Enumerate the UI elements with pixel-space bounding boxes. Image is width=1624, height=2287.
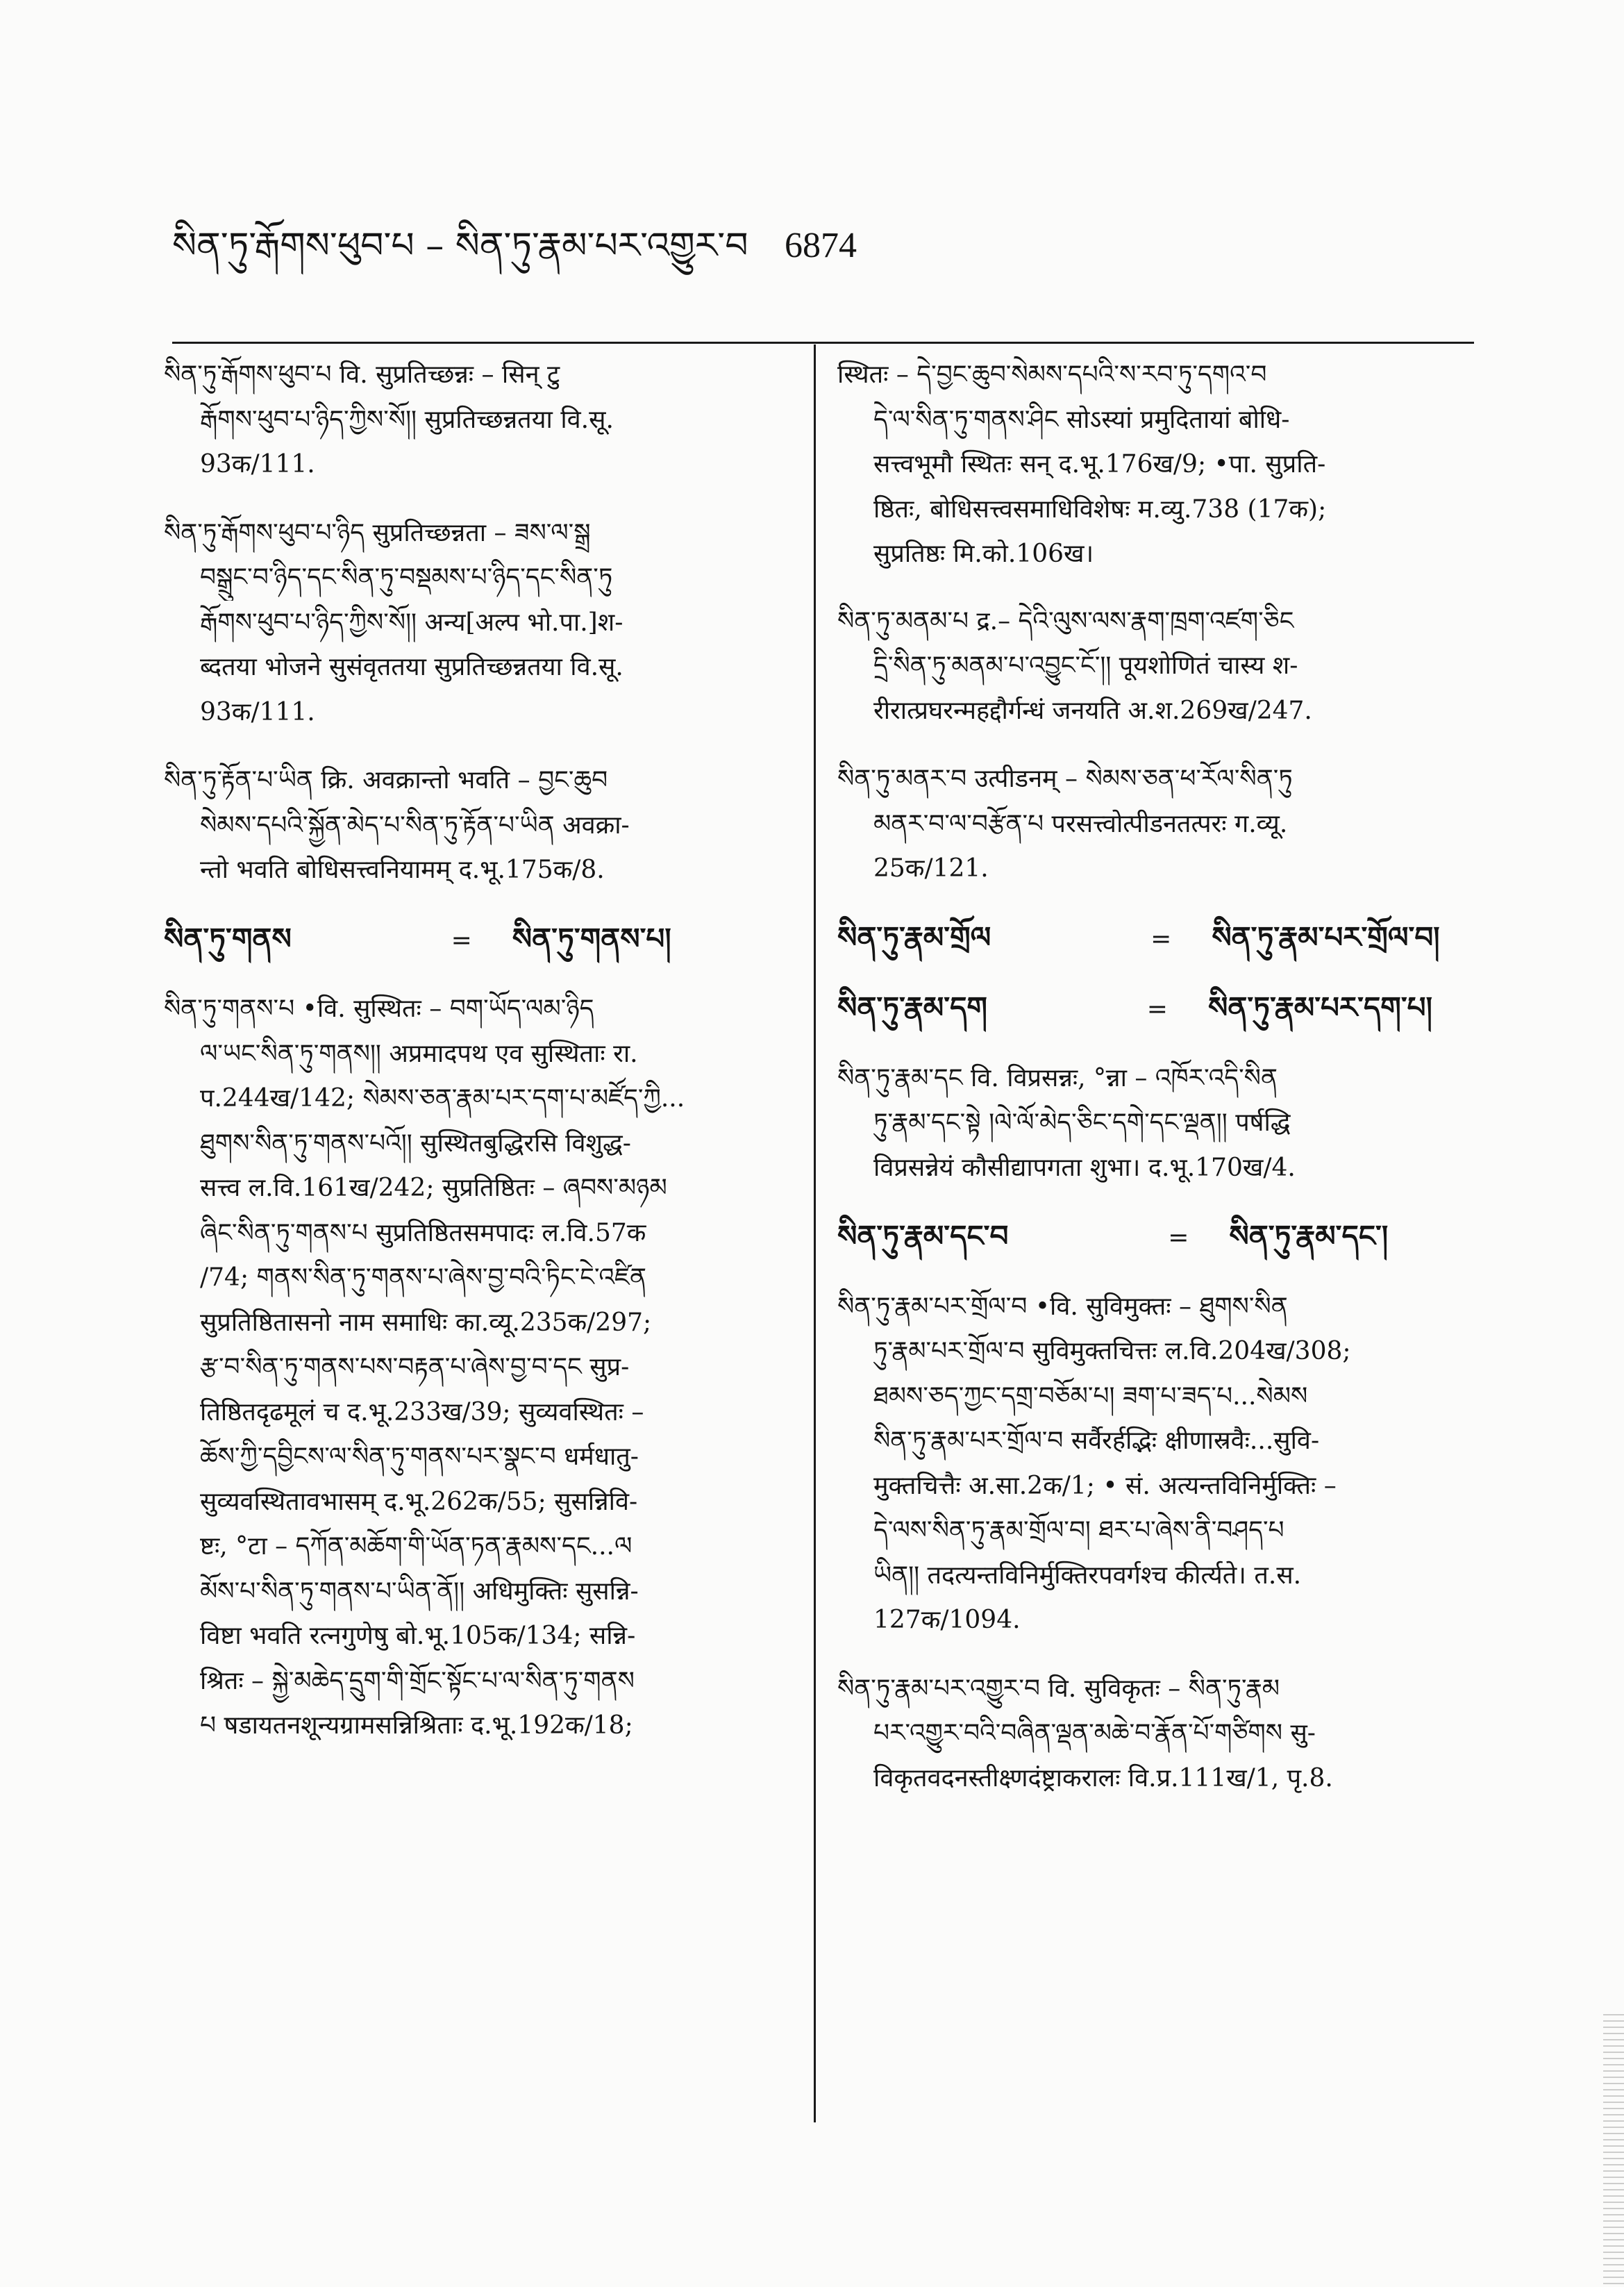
page-header <box>172 221 1491 297</box>
entry-line: विष्टा भवति रत्नगुणेषु बो.भू.105क/134; सन्नि- <box>200 1622 636 1650</box>
dictionary-entry <box>164 758 797 893</box>
equals-sign: = <box>1168 1224 1189 1252</box>
header-rule <box>172 342 1474 344</box>
entry-headword: སིན་ཏུ་རྣམ་དང་བ <box>837 1219 1009 1253</box>
entry-line: ལ་ཡང་སིན་ཏུ་གནས།། अप्रमादपथ एव सुस्थिताः रा. <box>200 1039 638 1068</box>
entry-line: དྲི་སིན་ཏུ་མནམ་པ་འབྱུང་ངོ་།། पूयशोणितं चास्य श- <box>873 651 1298 680</box>
cross-reference-entry <box>837 915 1475 963</box>
entry-line: ཞིང་སིན་ཏུ་གནས་པ सुप्रतिष्ठितसमपादः ल.वि.57क <box>200 1218 646 1247</box>
entry-line: विप्रसन्नेयं कौसीद्यापगता शुभा। द.भू.170ख/4. <box>873 1153 1296 1182</box>
equals-sign: = <box>1150 924 1172 954</box>
cross-reference-entry <box>837 1214 1475 1261</box>
entry-line: सुप्रतिष्ठितासनो नाम समाधिः का.व्यू.235क/297; <box>200 1308 652 1337</box>
entry-line: विकृतवदनस्तीक्ष्णदंष्ट्राकरालः वि.प्र.111ख/1, पृ.8. <box>873 1763 1333 1793</box>
cross-reference-line <box>837 1214 1475 1261</box>
page-number: 6874 <box>785 226 857 265</box>
entry-line: 93क/111. <box>200 697 315 726</box>
entry-line: རྒོགས་ཕུབ་པ་ཉིད་ཀྱིས་སོ།། सुप्रतिच्छन्नतया वि.सू. <box>200 405 614 434</box>
entry-line: ब्दतया भोजने सुसंवृततया सुप्रतिच्छन्नतया वि.सू. <box>200 653 623 681</box>
entry-line: न्तो भवति बोधिसत्त्वनियामम् द.भू.175क/8. <box>200 856 605 884</box>
dictionary-entry <box>837 599 1475 734</box>
entry-line: ཐམས་ཅད་ཀྱང་དགྲ་བཅོམ་པ། ཟག་པ་ཟད་པ...སེམས <box>873 1381 1308 1411</box>
left-column <box>164 353 797 1772</box>
column-divider <box>814 344 816 2122</box>
entry-line: सुप्रतिष्ठः मि.को.106ख। <box>873 540 1094 568</box>
cross-reference-target: སིན་ཏུ་རྣམ་པར་གྲོལ་བ། <box>1212 920 1440 954</box>
scan-edge-noise <box>1603 2014 1624 2287</box>
entry-line: सुव्यवस्थितावभासम् द.भू.262क/55; सुसन्निवि- <box>200 1487 638 1516</box>
entry-line: དེ་ལ་སིན་ཏུ་གནས་ཤིང सोऽस्यां प्रमुदितायां बोधि- <box>873 405 1290 434</box>
entry-first-line: སིན་ཏུ་མནར་བ उत्पीडनम् – སེམས་ཅན་ཕ་རོལ་སིན་ཏུ <box>837 765 1293 793</box>
entry-line: सत्त्वभूमौ स्थितः सन् द.भू.176ख/9; •पा. सुप्रति- <box>873 450 1326 479</box>
entry-line: སེམས་དཔའི་སྐྱོན་མེད་པ་སིན་ཏུ་རྟོན་པ་ཡིན अवक्रा- <box>200 810 630 840</box>
entry-line: ཏུ་རྣམ་པར་གྲོལ་བ सुविमुक्तचित्तः ल.वि.204ख/308; <box>873 1337 1351 1365</box>
cross-reference-entry <box>837 986 1475 1033</box>
cross-reference-line <box>837 915 1475 963</box>
equals-sign: = <box>1146 995 1168 1024</box>
entry-first-line: སིན་ཏུ་རྣམ་པར་འགྱུར་བ वि. सुविकृतः – སིན་ཏུ་རྣམ <box>837 1674 1280 1703</box>
cross-reference-target: སིན་ཏུ་རྣམ་དང་། <box>1229 1219 1389 1253</box>
entry-first-line: སིན་ཏུ་རྟོན་པ་ཡིན क्रि. अवक्रान्तो भवति – བྱང་ཆུབ <box>164 766 608 795</box>
entry-line: श्रितः – སྐྱེ་མཆེད་དྲུག་གི་གྲོང་སྟོང་པ་ལ་སིན་ཏུ་གནས <box>200 1666 635 1695</box>
entry-line: ཐུགས་སིན་ཏུ་གནས་པའོ།། सुस्थितबुद्धिरसि विशुद्ध- <box>200 1129 631 1158</box>
dictionary-entry <box>837 757 1475 892</box>
entry-line: རྒོགས་ཕུབ་པ་ཉིད་ཀྱིས་སོ།། अन्य[अल्प भो.पा.]श- <box>200 608 623 637</box>
entry-line: 127क/1094. <box>873 1606 1021 1634</box>
cross-reference-target: སིན་ཏུ་རྣམ་པར་དག་པ། <box>1207 990 1432 1024</box>
equals-sign: = <box>451 926 472 955</box>
entry-line: བསྒྲུང་བ་ཉིད་དང་སིན་ཏུ་བསྡམས་པ་ཉིད་དང་སིན་ཏུ <box>200 563 613 592</box>
entry-first-line: སིན་ཏུ་རྒོགས་ཕུབ་པ་ཉིད सुप्रतिच्छन्नता – ཟས་ལ་སྒྲ <box>164 518 591 547</box>
entry-line: ष्टः, °टा – དཀོན་མཆོག་གི་ཡོན་ཏན་རྣམས་དང...ལ <box>200 1532 633 1561</box>
entry-line: པ षडायतनशून्यग्रामसन्निश्रिताः द.भू.192क/18; <box>200 1711 633 1740</box>
entry-line: དེ་ལས་སིན་ཏུ་རྣམ་གྲོལ་བ། ཐར་པ་ཞེས་ནི་བཤད་པ <box>873 1516 1284 1545</box>
entry-line: ཡིན།། तदत्यन्तविनिर्मुक्तिरपवर्गश्च कीर्त्यते। त.स. <box>873 1561 1302 1590</box>
entry-first-line: སིན་ཏུ་རྒོགས་ཕུབ་པ वि. सुप्रतिच्छन्नः – सिन्‌ टु <box>164 360 560 389</box>
entry-line: ཏུ་རྣམ་དང་སྟེ །ལེ་ལོ་མེད་ཅིང་དགེ་དང་ལྡན།། पर्षद्धि <box>873 1108 1291 1137</box>
entry-line: रीरात्प्रघरन्महद्दौर्गन्धं जनयति अ.श.269ख/247. <box>873 696 1312 725</box>
entry-line: ཆོས་ཀྱི་དབྱིངས་ལ་སིན་ཏུ་གནས་པར་སྣང་བ धर्मधातु- <box>200 1442 639 1471</box>
entry-line: སིན་ཏུ་རྣམ་པར་གྲོལ་བ सर्वैरर्हद्भिः क्षीणास्रवैः...सुवि- <box>873 1427 1320 1455</box>
entry-line: 25क/121. <box>873 854 989 883</box>
cross-reference-entry <box>164 917 797 964</box>
dictionary-entry <box>164 353 797 488</box>
cross-reference-line <box>164 917 797 964</box>
dictionary-entry <box>837 353 1475 577</box>
running-headwords: སིན་ཏུ་རྒོགས་ཕུབ་པ – སིན་ཏུ་རྣམ་པར་འགྱུར་བ <box>172 225 748 267</box>
entry-headword: སིན་ཏུ་གནས <box>164 921 292 956</box>
dictionary-entry <box>164 511 797 735</box>
dictionary-entry <box>837 1285 1475 1643</box>
entry-line: तिष्ठितदृढमूलं च द.भू.233ख/39; सुव्यवस्थितः – <box>200 1397 644 1427</box>
entry-line: 93क/111. <box>200 450 315 479</box>
entry-line: པར་འགྱུར་བའི་བཞིན་ལྡན་མཆེ་བ་རྣོན་པོ་གཙིགས सु- <box>873 1719 1316 1747</box>
entry-headword: སིན་ཏུ་རྣམ་གྲོལ <box>837 920 991 954</box>
entry-line: मुक्तचित्तैः अ.सा.2क/1; • सं. अत्यन्तविनिर्मुक्तिः – <box>873 1471 1337 1500</box>
entry-line: མནར་བ་ལ་བརྩོན་པ परसत्त्वोत्पीडनतत्परः ग.व्यू. <box>873 809 1288 838</box>
entry-line: सत्त्व ल.वि.161ख/242; सुप्रतिष्ठितः – ཞབས་མཉམ <box>200 1174 667 1202</box>
entry-first-line: སིན་ཏུ་མནམ་པ द्र.– དེའི་ལུས་ལས་རྣག་ཁྲག་འཛག་ཅིང <box>837 606 1294 635</box>
cross-reference-target: སིན་ཏུ་གནས་པ། <box>512 921 671 956</box>
entry-first-line: སིན་ཏུ་གནས་པ •वि. सुस्थितः – བག་ཡོད་ལམ་ཉིད <box>164 995 594 1023</box>
dictionary-entry <box>837 1667 1475 1802</box>
entry-line: /74; གནས་སིན་ཏུ་གནས་པ་ཞེས་བྱ་བའི་ཏིང་ངེ་འཛིན <box>200 1263 647 1292</box>
entry-line: स्थितः – དེ་བྱང་ཆུབ་སེམས་དཔའི་ས་རབ་ཏུ་དགའ་བ <box>837 360 1267 389</box>
entry-headword: སིན་ཏུ་རྣམ་དག <box>837 990 987 1024</box>
right-column <box>837 353 1475 1824</box>
dictionary-entry <box>164 987 797 1749</box>
entry-first-line: སིན་ཏུ་རྣམ་དང वि. विप्रसन्नः, °न्ना – འཁོར་འདི་སིན <box>837 1063 1278 1092</box>
entry-line: རྩ་བ་སིན་ཏུ་གནས་པས་བརྟན་པ་ཞེས་བྱ་བ་དང सुप्र- <box>200 1353 630 1381</box>
entry-line: प.244ख/142; སེམས་ཅན་རྣམ་པར་དག་པ་མཛོད་ཀྱི... <box>200 1084 685 1113</box>
entry-first-line: སིན་ཏུ་རྣམ་པར་གྲོལ་བ •वि. सुविमुक्तः – ཐུགས་སིན <box>837 1292 1288 1321</box>
dictionary-entry <box>837 1056 1475 1191</box>
entry-line: ष्ठितः, बोधिसत्त्वसमाधिविशेषः म.व्यु.738 (17क); <box>873 494 1327 524</box>
entry-line: མོས་པ་སིན་ཏུ་གནས་པ་ཡིན་ནོ།། अधिमुक्तिः सुसन्नि- <box>200 1577 639 1606</box>
cross-reference-line <box>837 986 1475 1033</box>
